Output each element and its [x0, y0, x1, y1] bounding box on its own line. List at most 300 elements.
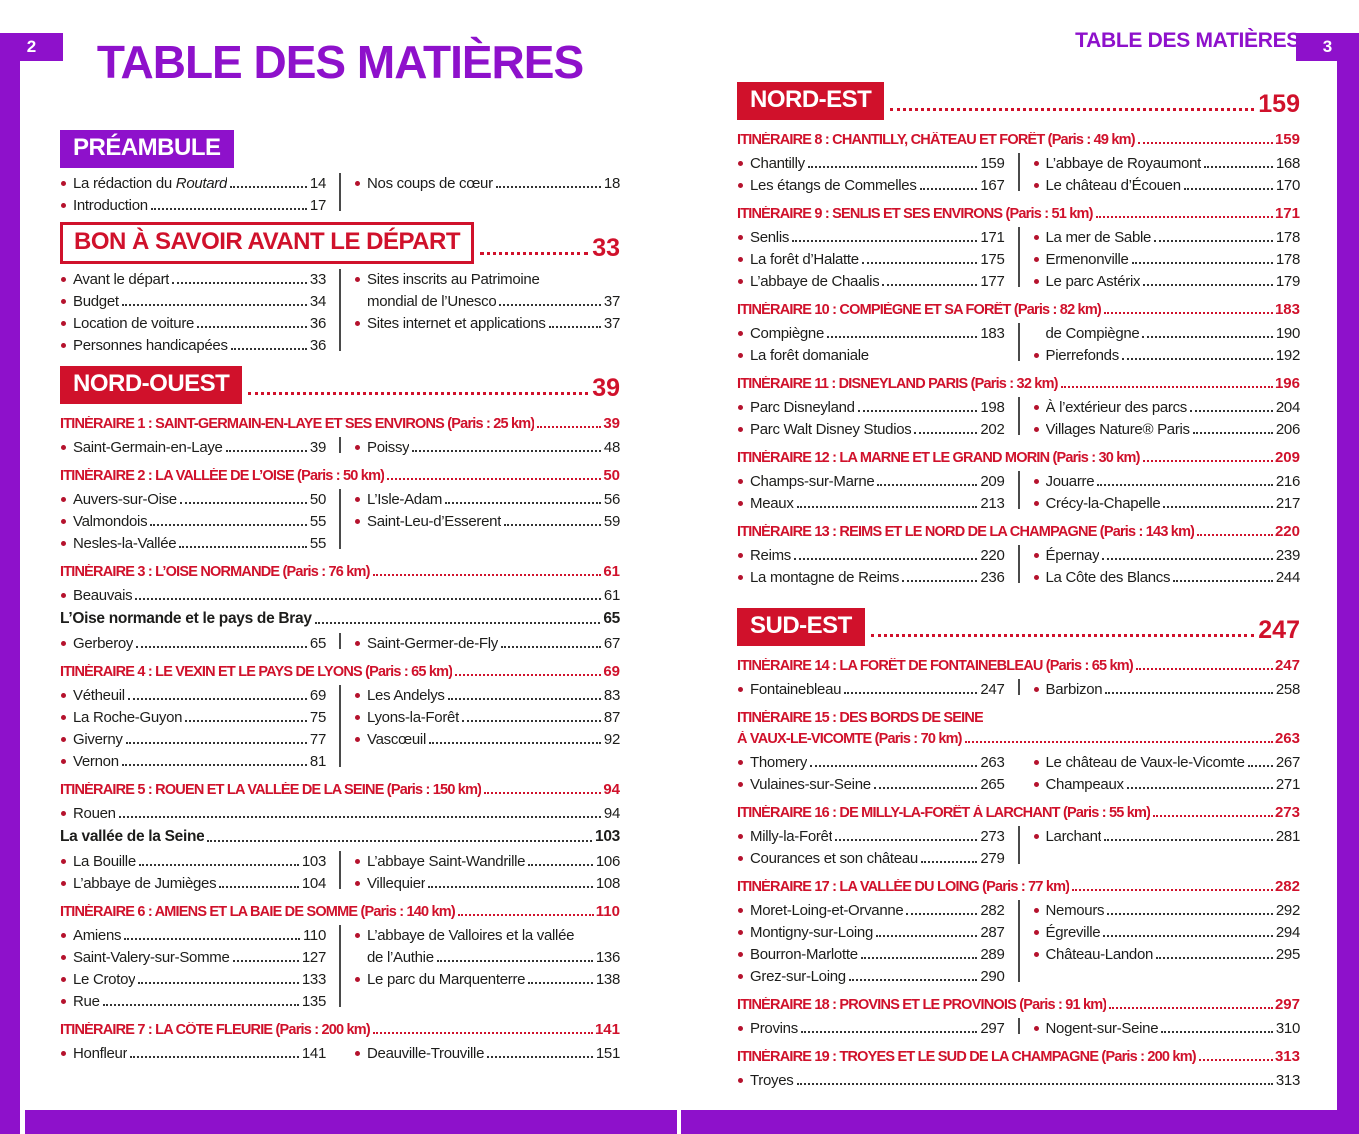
toc-two-columns — [60, 266, 620, 354]
bullet-icon — [738, 279, 743, 284]
entry-label: Giverny — [73, 731, 123, 748]
itinerary-title: ITINÉRAIRE 7 : LA CÔTE FLEURIE (Paris : 200 km) — [60, 1022, 370, 1038]
entry-page-number: 168 — [1275, 155, 1300, 172]
entry-page-number: 209 — [980, 473, 1005, 490]
entry-label: Vétheuil — [73, 687, 125, 704]
dotted-leader — [1197, 534, 1273, 536]
entry-label: Nesles-la-Vallée — [73, 535, 177, 552]
bullet-icon — [1034, 575, 1039, 580]
entry-label: Saint-Germain-en-Laye — [73, 439, 223, 456]
entry-page-number: 178 — [1275, 251, 1300, 268]
bullet-icon — [61, 321, 66, 326]
entry-label: Compiègne — [750, 325, 825, 342]
toc-entry — [737, 897, 1005, 919]
dotted-leader — [792, 240, 977, 242]
entry-page-number: 179 — [1275, 273, 1300, 290]
column-divider — [339, 925, 341, 1007]
entry-page-number: 59 — [603, 513, 620, 530]
bullet-icon — [738, 952, 743, 957]
toc-two-columns — [60, 1040, 620, 1062]
toc-two-columns — [60, 682, 620, 770]
toc-column-left — [737, 394, 1005, 438]
bullet-icon — [61, 999, 66, 1004]
toc-column-left — [60, 266, 326, 354]
column-divider — [339, 269, 341, 351]
entry-label: L’abbaye Saint-Wandrille — [367, 853, 526, 870]
toc-entry — [1033, 676, 1301, 698]
itinerary-page-number: 171 — [1274, 205, 1300, 222]
itinerary-title: ITINÉRAIRE 12 : LA MARNE ET LE GRAND MORIN (Paris : 30 km) — [737, 450, 1140, 466]
dotted-leader — [794, 558, 977, 560]
dotted-leader — [1248, 765, 1273, 767]
toc-entry — [60, 726, 326, 748]
dotted-leader — [965, 741, 1273, 743]
toc-two-columns — [60, 486, 620, 552]
bullet-icon — [355, 519, 360, 524]
dotted-leader — [877, 484, 977, 486]
dotted-leader — [151, 208, 307, 210]
bullet-icon — [61, 203, 66, 208]
entry-page-number: 190 — [1275, 325, 1300, 342]
toc-column-left — [737, 823, 1005, 867]
toc-column-left — [737, 897, 1005, 985]
bullet-icon — [61, 859, 66, 864]
toc-entry — [60, 944, 326, 966]
bullet-icon — [1034, 553, 1039, 558]
toc-column-left — [737, 1015, 1005, 1037]
entry-label: L’abbaye de Jumièges — [73, 875, 217, 892]
bullet-icon — [355, 321, 360, 326]
dotted-leader — [1072, 889, 1273, 891]
right-toc-blocks — [737, 82, 1300, 1089]
toc-column-right — [1033, 1015, 1301, 1037]
entry-label: Ermenonville — [1045, 251, 1129, 268]
entry-page-number: 135 — [301, 993, 326, 1010]
itinerary-heading-line — [737, 1044, 1300, 1065]
section-banner-label: BON À SAVOIR AVANT LE DÉPART — [60, 222, 474, 264]
bullet-icon — [61, 977, 66, 982]
entry-page-number: 217 — [1275, 495, 1300, 512]
column-divider — [1018, 1018, 1020, 1034]
entry-label: Moret-Loing-et-Orvanne — [750, 902, 904, 919]
itinerary-heading — [737, 127, 1300, 148]
toc-column-right — [354, 170, 620, 214]
toc-entry — [354, 848, 620, 870]
bullet-icon — [1034, 257, 1039, 262]
toc-entry — [354, 966, 620, 988]
running-header: TABLE DES MATIÈRES — [1075, 29, 1300, 52]
itinerary-heading — [60, 559, 620, 580]
itinerary-heading-line — [737, 726, 1300, 747]
dotted-leader — [862, 262, 978, 264]
dotted-leader — [1132, 262, 1273, 264]
toc-entry — [737, 564, 1005, 586]
dotted-leader — [528, 864, 593, 866]
entry-page-number: 265 — [980, 776, 1005, 793]
dotted-leader — [138, 982, 299, 984]
entry-label: Beauvais — [73, 587, 133, 604]
column-divider — [339, 685, 341, 767]
bullet-icon — [61, 541, 66, 546]
section-page-number: 159 — [1258, 90, 1300, 118]
dotted-leader — [890, 108, 1254, 111]
itinerary-page-number: 50 — [603, 467, 620, 484]
entry-label: L’abbaye de Valloires et la vallée — [367, 927, 575, 944]
dotted-leader — [921, 861, 977, 863]
entry-label: Saint-Valery-sur-Somme — [73, 949, 230, 966]
page-number-right: 3 — [1322, 37, 1333, 56]
bullet-icon — [1034, 930, 1039, 935]
bullet-icon — [61, 593, 66, 598]
entry-label: Château-Landon — [1045, 946, 1154, 963]
entry-page-number: 50 — [309, 491, 326, 508]
toc-entry — [1033, 416, 1301, 438]
toc-entry — [1033, 246, 1301, 268]
toc-column-left — [60, 486, 326, 552]
itinerary-page-number: 263 — [1274, 730, 1300, 747]
toc-entry — [354, 266, 620, 288]
entry-page-number: 287 — [980, 924, 1005, 941]
toc-entry — [737, 150, 1005, 172]
itinerary-title: ITINÉRAIRE 17 : LA VALLÉE DU LOING (Paris : 77 km) — [737, 879, 1070, 895]
page-left — [20, 0, 680, 1110]
itinerary-title: ITINÉRAIRE 3 : L’OISE NORMANDE (Paris : 76 km) — [60, 564, 370, 580]
bullet-icon — [61, 955, 66, 960]
toc-entry — [737, 468, 1005, 490]
toc-entry — [60, 266, 326, 288]
toc-entry — [60, 966, 326, 988]
dotted-leader — [124, 938, 300, 940]
entry-page-number: 18 — [603, 175, 620, 192]
entry-page-number: 110 — [302, 927, 326, 944]
toc-column-left — [60, 922, 326, 1010]
dotted-leader — [1199, 1059, 1273, 1061]
bullet-icon — [738, 183, 743, 188]
entry-label: L’abbaye de Chaalis — [750, 273, 880, 290]
entry-page-number: 65 — [309, 635, 326, 652]
itinerary-heading-line — [60, 463, 620, 484]
toc-fullwidth-entry — [60, 582, 620, 604]
dotted-leader — [1102, 558, 1273, 560]
toc-subheading — [60, 824, 620, 846]
column-divider — [1018, 900, 1020, 982]
itinerary-title: ITINÉRAIRE 5 : ROUEN ET LA VALLÉE DE LA SEINE (Paris : 150 km) — [60, 782, 482, 798]
itinerary-page-number: 282 — [1274, 878, 1300, 895]
entry-page-number: 247 — [980, 681, 1005, 698]
itinerary-title: ITINÉRAIRE 11 : DISNEYLAND PARIS (Paris : 32 km) — [737, 376, 1058, 392]
itinerary-heading-line — [737, 127, 1300, 148]
dotted-leader — [135, 598, 601, 600]
entry-label: Vulaines-sur-Seine — [750, 776, 871, 793]
toc-entry — [1033, 823, 1301, 845]
itinerary-title: ITINÉRAIRE 10 : COMPIÈGNE ET SA FORÊT (Paris : 82 km) — [737, 302, 1101, 318]
toc-entry — [60, 682, 326, 704]
entry-label: Deauville-Trouville — [367, 1045, 485, 1062]
dotted-leader — [1104, 312, 1273, 314]
toc-two-columns — [737, 749, 1300, 793]
dotted-leader — [849, 979, 978, 981]
dotted-leader — [207, 840, 592, 842]
toc-entry — [354, 922, 620, 944]
entry-page-number: 202 — [980, 421, 1005, 438]
toc-two-columns — [737, 224, 1300, 290]
dotted-leader — [448, 698, 601, 700]
entry-page-number: 198 — [980, 399, 1005, 416]
toc-two-columns — [737, 897, 1300, 985]
bullet-icon — [355, 497, 360, 502]
dotted-leader — [827, 336, 977, 338]
itinerary-page-number: 273 — [1274, 804, 1300, 821]
itinerary-heading-line — [737, 705, 1300, 726]
dotted-leader — [1156, 957, 1273, 959]
entry-page-number: 61 — [603, 587, 620, 604]
bullet-icon — [738, 856, 743, 861]
itinerary-heading-line — [60, 777, 620, 798]
itinerary-title: ITINÉRAIRE 8 : CHANTILLY, CHÂTEAU ET FORÊT (Paris : 49 km) — [737, 132, 1135, 148]
itinerary-page-number: 220 — [1274, 523, 1300, 540]
dotted-leader — [179, 546, 307, 548]
itinerary-heading — [60, 463, 620, 484]
dotted-leader — [1061, 386, 1273, 388]
toc-entry — [1033, 749, 1301, 771]
entry-page-number: 141 — [301, 1045, 326, 1062]
bullet-icon — [738, 353, 743, 358]
section-page-number: 39 — [592, 374, 620, 402]
dotted-leader — [480, 252, 588, 255]
itinerary-title: ITINÉRAIRE 16 : DE MILLY-LA-FORÊT À LARCHANT (Paris : 55 km) — [737, 805, 1151, 821]
dotted-leader — [1109, 1007, 1273, 1009]
entry-label: Parc Disneyland — [750, 399, 855, 416]
dotted-leader — [373, 574, 602, 576]
column-divider — [1018, 826, 1020, 864]
entry-label: La mer de Sable — [1045, 229, 1152, 246]
toc-entry — [354, 288, 620, 310]
entry-page-number: 271 — [1275, 776, 1300, 793]
dotted-leader — [528, 982, 593, 984]
toc-entry — [1033, 490, 1301, 512]
bullet-icon — [1034, 405, 1039, 410]
dotted-leader — [180, 502, 307, 504]
toc-entry — [737, 823, 1005, 845]
toc-column-right — [1033, 676, 1301, 698]
toc-column-right — [354, 848, 620, 892]
bullet-icon — [355, 977, 360, 982]
entry-label: Courances et son château — [750, 850, 918, 867]
purple-bottom-bar-left — [25, 1110, 677, 1134]
entry-page-number: 106 — [595, 853, 620, 870]
bullet-icon — [1034, 952, 1039, 957]
entry-label: Thomery — [750, 754, 808, 771]
dotted-leader — [1153, 815, 1273, 817]
entry-label: Parc Walt Disney Studios — [750, 421, 912, 438]
bullet-icon — [61, 497, 66, 502]
toc-entry — [737, 845, 1005, 867]
section-banner — [60, 130, 620, 168]
toc-column-left — [60, 630, 326, 652]
entry-page-number: 103 — [301, 853, 326, 870]
toc-two-columns — [60, 848, 620, 892]
section-banner — [737, 608, 1300, 646]
bullet-icon — [61, 181, 66, 186]
bullet-icon — [1034, 834, 1039, 839]
toc-column-left — [737, 542, 1005, 586]
entry-page-number: 273 — [980, 828, 1005, 845]
toc-entry — [737, 919, 1005, 941]
section-outline-banner — [60, 222, 620, 264]
toc-entry — [354, 310, 620, 332]
bullet-icon — [738, 834, 743, 839]
entry-label: L’abbaye de Royaumont — [1045, 155, 1201, 172]
toc-entry — [737, 246, 1005, 268]
toc-column-right — [1033, 150, 1301, 194]
entry-page-number: 192 — [1275, 347, 1300, 364]
toc-entry — [737, 172, 1005, 194]
itinerary-heading-line — [737, 800, 1300, 821]
bullet-icon — [61, 881, 66, 886]
entry-label: La Côte des Blancs — [1045, 569, 1171, 586]
toc-entry — [60, 870, 326, 892]
dotted-leader — [122, 764, 307, 766]
itinerary-page-number: 183 — [1274, 301, 1300, 318]
itinerary-heading — [737, 800, 1300, 821]
entry-page-number: 289 — [980, 946, 1005, 963]
entry-label: Montigny-sur-Loing — [750, 924, 873, 941]
entry-page-number: 133 — [301, 971, 326, 988]
bullet-icon — [355, 715, 360, 720]
entry-label: Provins — [750, 1020, 798, 1037]
entry-page-number: 136 — [595, 949, 620, 966]
bullet-icon — [1034, 427, 1039, 432]
toc-entry — [354, 630, 620, 652]
bullet-icon — [355, 277, 360, 282]
itinerary-heading-line — [60, 1017, 620, 1038]
toc-entry — [60, 170, 326, 192]
toc-entry — [1033, 320, 1301, 342]
entry-label: Location de voiture — [73, 315, 195, 332]
entry-label: À l’extérieur des parcs — [1045, 399, 1187, 416]
entry-label: Valmondois — [73, 513, 148, 530]
subheading-page-number: 65 — [603, 610, 620, 627]
dotted-leader — [119, 816, 601, 818]
dotted-leader — [1161, 1031, 1273, 1033]
bullet-icon — [1034, 279, 1039, 284]
entry-label: Gerberoy — [73, 635, 134, 652]
entry-page-number: 159 — [980, 155, 1005, 172]
dotted-leader — [387, 478, 601, 480]
entry-page-number: 177 — [980, 273, 1005, 290]
toc-entry — [60, 486, 326, 508]
bullet-icon — [738, 257, 743, 262]
entry-label: Rouen — [73, 805, 116, 822]
bullet-icon — [1034, 782, 1039, 787]
bullet-icon — [738, 331, 743, 336]
bullet-icon — [738, 1026, 743, 1031]
dotted-leader — [861, 957, 978, 959]
dotted-leader — [1204, 166, 1273, 168]
toc-entry — [60, 332, 326, 354]
toc-entry — [354, 682, 620, 704]
entry-page-number: 36 — [309, 337, 326, 354]
bullet-icon — [61, 759, 66, 764]
column-divider — [1018, 545, 1020, 583]
entry-label: Les étangs de Commelles — [750, 177, 917, 194]
entry-page-number: 263 — [980, 754, 1005, 771]
entry-label: Rue — [73, 993, 100, 1010]
bullet-icon — [738, 930, 743, 935]
toc-entry — [737, 749, 1005, 771]
dotted-leader — [1143, 460, 1273, 462]
toc-entry — [737, 676, 1005, 698]
toc-entry — [737, 941, 1005, 963]
subheading-page-number: 103 — [595, 828, 620, 845]
bullet-icon — [1034, 760, 1039, 765]
bullet-icon — [61, 445, 66, 450]
dotted-leader — [197, 326, 307, 328]
toc-fullwidth-entry — [737, 1067, 1300, 1089]
toc-entry — [1033, 542, 1301, 564]
entry-page-number: 178 — [1275, 229, 1300, 246]
bullet-icon — [738, 161, 743, 166]
dotted-leader — [458, 914, 594, 916]
toc-column-right — [354, 266, 620, 354]
column-divider — [1018, 153, 1020, 191]
toc-column-right — [354, 1040, 620, 1062]
dotted-leader — [1122, 358, 1273, 360]
itinerary-page-number: 39 — [603, 415, 620, 432]
entry-label: Nemours — [1045, 902, 1105, 919]
toc-subheading — [60, 606, 620, 628]
entry-label: Le parc du Marquenterre — [367, 971, 526, 988]
entry-page-number: 138 — [595, 971, 620, 988]
toc-entry — [60, 848, 326, 870]
toc-entry — [60, 704, 326, 726]
entry-page-number: 36 — [309, 315, 326, 332]
toc-column-right — [354, 486, 620, 552]
entry-page-number: 279 — [980, 850, 1005, 867]
toc-entry — [60, 630, 326, 652]
dotted-leader — [484, 792, 601, 794]
itinerary-heading-line — [737, 519, 1300, 540]
dotted-leader — [844, 692, 977, 694]
bullet-icon — [738, 501, 743, 506]
dotted-leader — [226, 450, 307, 452]
toc-entry — [737, 1015, 1005, 1037]
entry-label: Saint-Germer-de-Fly — [367, 635, 498, 652]
bullet-icon — [61, 343, 66, 348]
column-divider — [339, 489, 341, 549]
itinerary-heading — [60, 659, 620, 680]
itinerary-heading — [737, 1044, 1300, 1065]
bullet-icon — [1034, 479, 1039, 484]
entry-page-number: 220 — [980, 547, 1005, 564]
toc-two-columns — [60, 170, 620, 214]
entry-label: Lyons-la-Forêt — [367, 709, 459, 726]
toc-entry — [60, 582, 620, 604]
toc-column-right — [1033, 468, 1301, 512]
itinerary-heading-line — [737, 874, 1300, 895]
entry-page-number: 239 — [1275, 547, 1300, 564]
page-number-left: 2 — [26, 37, 37, 56]
entry-page-number: 171 — [980, 229, 1005, 246]
dotted-leader — [219, 886, 299, 888]
itinerary-heading-line — [60, 559, 620, 580]
bullet-icon — [1034, 501, 1039, 506]
entry-page-number: 33 — [309, 271, 326, 288]
bullet-icon — [1034, 687, 1039, 692]
toc-column-right — [354, 434, 620, 456]
column-divider — [1018, 679, 1020, 695]
section-page-number: 247 — [1258, 616, 1300, 644]
